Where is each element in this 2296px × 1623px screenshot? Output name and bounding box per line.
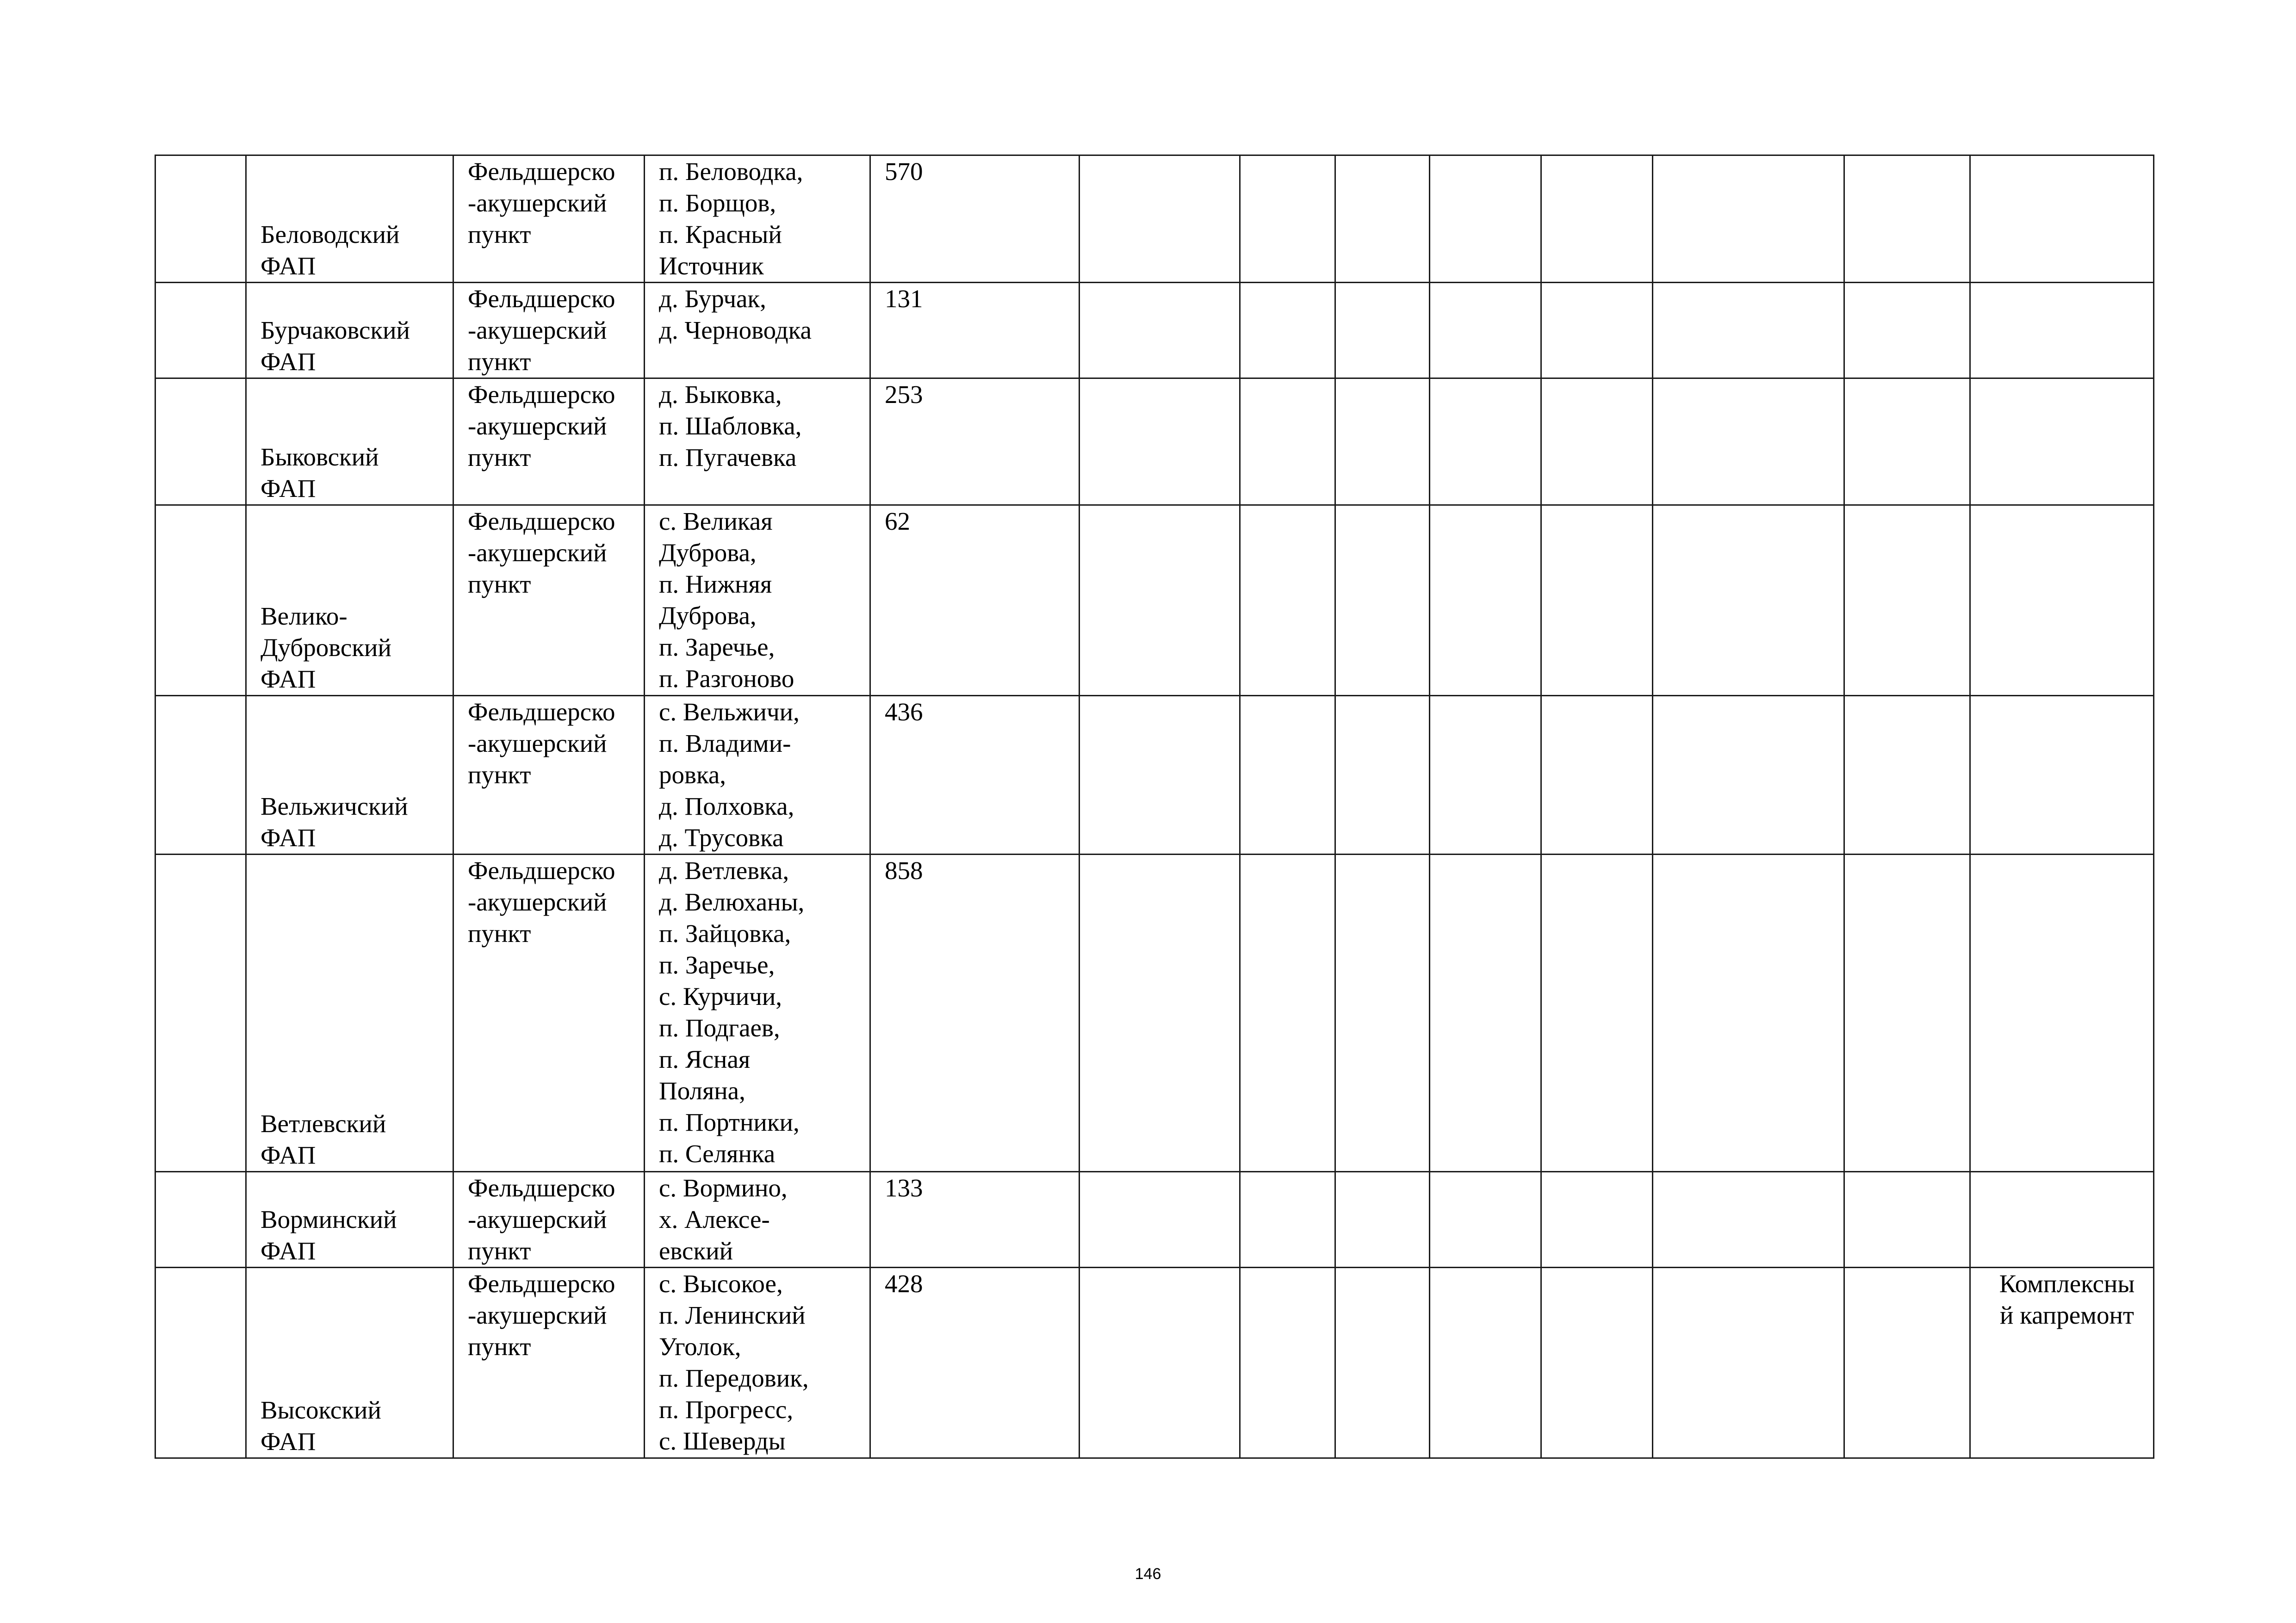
empty-cell bbox=[1335, 855, 1430, 1172]
facility-name-cell: Высокский ФАП bbox=[246, 1268, 453, 1458]
facility-type-cell: Фельдшерско -акушерский пункт bbox=[453, 378, 645, 505]
empty-cell bbox=[1653, 696, 1844, 855]
empty-cell bbox=[1541, 283, 1653, 378]
empty-cell bbox=[1335, 696, 1430, 855]
table-row bbox=[155, 505, 2154, 696]
facilities-table bbox=[155, 155, 2154, 1459]
table-row bbox=[155, 855, 2154, 1172]
facility-name-cell: Ветлевский ФАП bbox=[246, 855, 453, 1172]
row-number-cell bbox=[155, 283, 246, 378]
empty-cell bbox=[1541, 378, 1653, 505]
table-row bbox=[155, 155, 2154, 283]
empty-cell bbox=[1430, 1172, 1541, 1268]
empty-cell bbox=[1240, 1268, 1335, 1458]
note-cell bbox=[1970, 1172, 2154, 1268]
table-row bbox=[155, 378, 2154, 505]
served-settlements-cell: с. Великая Дуброва, п. Нижняя Дуброва, п. Заречье, п. Разгоново bbox=[645, 505, 870, 696]
row-number-cell bbox=[155, 505, 246, 696]
note-cell bbox=[1970, 505, 2154, 696]
population-cell: 436 bbox=[870, 696, 1080, 855]
empty-cell bbox=[1335, 1172, 1430, 1268]
empty-cell bbox=[1430, 505, 1541, 696]
empty-cell bbox=[1430, 855, 1541, 1172]
empty-cell bbox=[1080, 155, 1240, 283]
note-cell bbox=[1970, 378, 2154, 505]
note-cell: Комплексны й капремонт bbox=[1970, 1268, 2154, 1458]
note-cell bbox=[1970, 696, 2154, 855]
facility-type-cell: Фельдшерско -акушерский пункт bbox=[453, 855, 645, 1172]
page-number: 146 bbox=[1135, 1565, 1161, 1583]
facility-type-cell: Фельдшерско -акушерский пункт bbox=[453, 283, 645, 378]
empty-cell bbox=[1240, 696, 1335, 855]
row-number-cell bbox=[155, 696, 246, 855]
empty-cell bbox=[1335, 505, 1430, 696]
empty-cell bbox=[1541, 1268, 1653, 1458]
facility-name-cell: Беловодский ФАП bbox=[246, 155, 453, 283]
empty-cell bbox=[1240, 1172, 1335, 1268]
empty-cell bbox=[1541, 855, 1653, 1172]
empty-cell bbox=[1240, 283, 1335, 378]
facility-type-cell: Фельдшерско -акушерский пункт bbox=[453, 155, 645, 283]
empty-cell bbox=[1653, 1172, 1844, 1268]
facility-name-cell: Бурчаковский ФАП bbox=[246, 283, 453, 378]
facility-name-cell: Ворминский ФАП bbox=[246, 1172, 453, 1268]
empty-cell bbox=[1653, 1268, 1844, 1458]
population-cell: 570 bbox=[870, 155, 1080, 283]
facility-type-cell: Фельдшерско -акушерский пункт bbox=[453, 505, 645, 696]
empty-cell bbox=[1844, 1268, 1970, 1458]
empty-cell bbox=[1240, 855, 1335, 1172]
row-number-cell bbox=[155, 1172, 246, 1268]
population-cell: 131 bbox=[870, 283, 1080, 378]
empty-cell bbox=[1240, 378, 1335, 505]
empty-cell bbox=[1430, 378, 1541, 505]
empty-cell bbox=[1080, 505, 1240, 696]
table-row bbox=[155, 696, 2154, 855]
served-settlements-cell: д. Бурчак, д. Черноводка bbox=[645, 283, 870, 378]
empty-cell bbox=[1335, 283, 1430, 378]
row-number-cell bbox=[155, 155, 246, 283]
empty-cell bbox=[1240, 155, 1335, 283]
empty-cell bbox=[1844, 1172, 1970, 1268]
empty-cell bbox=[1541, 155, 1653, 283]
empty-cell bbox=[1335, 378, 1430, 505]
empty-cell bbox=[1080, 1172, 1240, 1268]
table-row bbox=[155, 283, 2154, 378]
empty-cell bbox=[1653, 283, 1844, 378]
population-cell: 858 bbox=[870, 855, 1080, 1172]
empty-cell bbox=[1080, 1268, 1240, 1458]
table-body bbox=[155, 155, 2154, 1458]
table-row bbox=[155, 1268, 2154, 1458]
population-cell: 428 bbox=[870, 1268, 1080, 1458]
note-cell bbox=[1970, 283, 2154, 378]
served-settlements-cell: д. Быковка, п. Шабловка, п. Пугачевка bbox=[645, 378, 870, 505]
empty-cell bbox=[1240, 505, 1335, 696]
empty-cell bbox=[1430, 283, 1541, 378]
facility-type-cell: Фельдшерско -акушерский пункт bbox=[453, 696, 645, 855]
served-settlements-cell: д. Ветлевка, д. Велюханы, п. Зайцовка, п. Заречье, с. Курчичи, п. Подгаев, п. Ясная Поляна, п. Портники, п. Селянка bbox=[645, 855, 870, 1172]
empty-cell bbox=[1080, 855, 1240, 1172]
empty-cell bbox=[1080, 283, 1240, 378]
empty-cell bbox=[1080, 696, 1240, 855]
note-cell bbox=[1970, 855, 2154, 1172]
served-settlements-cell: п. Беловодка, п. Борщов, п. Красный Источник bbox=[645, 155, 870, 283]
empty-cell bbox=[1430, 155, 1541, 283]
served-settlements-cell: с. Вельжичи, п. Владими- ровка, д. Полховка, д. Трусовка bbox=[645, 696, 870, 855]
empty-cell bbox=[1080, 378, 1240, 505]
served-settlements-cell: с. Вормино, х. Алексе- евский bbox=[645, 1172, 870, 1268]
empty-cell bbox=[1844, 505, 1970, 696]
empty-cell bbox=[1541, 1172, 1653, 1268]
facility-name-cell: Велико- Дубровский ФАП bbox=[246, 505, 453, 696]
empty-cell bbox=[1844, 696, 1970, 855]
empty-cell bbox=[1844, 155, 1970, 283]
empty-cell bbox=[1541, 696, 1653, 855]
empty-cell bbox=[1844, 378, 1970, 505]
population-cell: 62 bbox=[870, 505, 1080, 696]
empty-cell bbox=[1653, 155, 1844, 283]
population-cell: 253 bbox=[870, 378, 1080, 505]
empty-cell bbox=[1653, 378, 1844, 505]
row-number-cell bbox=[155, 855, 246, 1172]
empty-cell bbox=[1430, 696, 1541, 855]
empty-cell bbox=[1653, 505, 1844, 696]
note-cell bbox=[1970, 155, 2154, 283]
row-number-cell bbox=[155, 1268, 246, 1458]
table-row bbox=[155, 1172, 2154, 1268]
empty-cell bbox=[1653, 855, 1844, 1172]
empty-cell bbox=[1844, 283, 1970, 378]
facility-type-cell: Фельдшерско -акушерский пункт bbox=[453, 1268, 645, 1458]
facility-name-cell: Вельжичский ФАП bbox=[246, 696, 453, 855]
row-number-cell bbox=[155, 378, 246, 505]
facility-type-cell: Фельдшерско -акушерский пункт bbox=[453, 1172, 645, 1268]
empty-cell bbox=[1844, 855, 1970, 1172]
facility-name-cell: Быковский ФАП bbox=[246, 378, 453, 505]
empty-cell bbox=[1335, 1268, 1430, 1458]
served-settlements-cell: с. Высокое, п. Ленинский Уголок, п. Передовик, п. Прогресс, с. Шеверды bbox=[645, 1268, 870, 1458]
empty-cell bbox=[1430, 1268, 1541, 1458]
empty-cell bbox=[1541, 505, 1653, 696]
empty-cell bbox=[1335, 155, 1430, 283]
population-cell: 133 bbox=[870, 1172, 1080, 1268]
